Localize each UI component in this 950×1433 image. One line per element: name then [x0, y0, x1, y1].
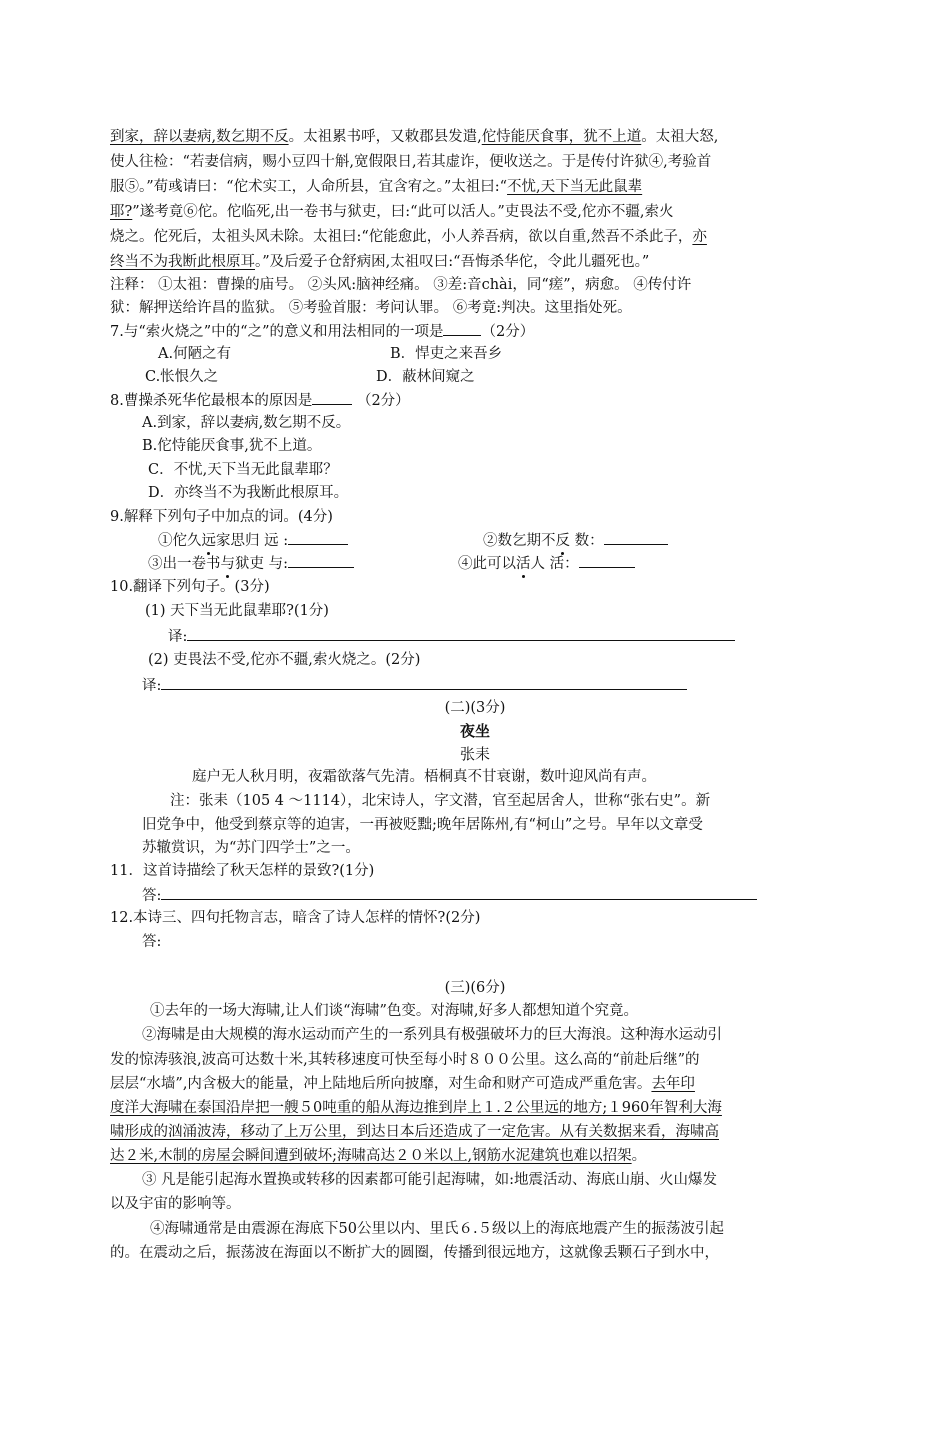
underlined-phrase: 终当不为我断此根原耳	[110, 254, 255, 270]
q9-item-2	[483, 529, 668, 551]
notes-line-1: 注释： ①太祖：曹操的庙号。 ②头风:脑神经痛。 ③差:音chài，同“瘥”，病愈。 ④传付许	[110, 277, 692, 293]
passage-text: 服⑤。”荀彧请曰：“佗术实工，人命所县，宜含宥之。”太祖曰:“	[110, 179, 508, 195]
answer-blank[interactable]	[288, 552, 354, 568]
paragraph-2-line-5: 啸形成的汹涌波涛，移动了上万公里，到达日本后还造成了一定危害。从有关数据来看，海啸高	[110, 1124, 719, 1140]
section-3-heading: (三)(6分)	[444, 980, 506, 996]
option-a: A.到家，辞以妻病,数乞期不反。	[142, 415, 351, 431]
question-points: （2分）	[352, 393, 410, 409]
poem-author: 张耒	[459, 745, 490, 763]
answer-line[interactable]	[187, 625, 735, 641]
option-d: D．蔽林间窥之	[376, 369, 475, 385]
poem-text: 庭户无人秋月明，夜霜欲落气先清。梧桐真不甘衰谢，数叶迎风尚有声。	[192, 769, 656, 785]
paragraph-text: 。	[631, 1148, 647, 1164]
q9-item-4	[458, 552, 635, 574]
answer-blank[interactable]	[312, 389, 352, 405]
passage-text: 烧之。佗死后，太祖头风未除。太祖曰:“佗能愈此，小人养吾病，欲以自重,然吾不杀此子，	[110, 229, 693, 245]
option-a: A.何陋之有	[158, 346, 232, 362]
passage-text: ”遂考竟⑥佗。佗临死,出一卷书与狱吏，曰:“此可以活人。”吏畏法不受,佗亦不疆,索火	[132, 204, 674, 220]
paragraph-text: 层层“水墙”,内含极大的能量，冲上陆地后所向披靡，对生命和财产可造成严重危害。	[110, 1076, 652, 1092]
passage-text: 。”及后爱子仓舒病困,太祖叹曰:“吾悔杀华佗，令此儿疆死也。”	[255, 254, 650, 270]
item-label: 狱吏 与:	[235, 556, 288, 572]
question-11: 11．这首诗描绘了秋天怎样的景致?(1分)	[110, 863, 375, 879]
paragraph-1: ①去年的一场大海啸,让人们谈“海啸”色变。对海啸,好多人都想知道个究竟。	[150, 1003, 639, 1019]
answer-line[interactable]	[161, 674, 687, 690]
underlined-phrase: 耶?	[110, 204, 133, 220]
poem-title: 夜坐	[459, 722, 490, 740]
passage-line-3	[110, 176, 642, 198]
answer-blank[interactable]	[288, 529, 348, 545]
q12-answer: 答:	[142, 934, 162, 950]
underlined-phrase: 去年印	[651, 1076, 695, 1092]
passage-line-4	[110, 201, 673, 223]
poem-note-line-2: 旧党争中，他受到蔡京等的迫害，一再被贬黜;晚年居陈州,有“柯山”之号。早年以文章受	[142, 817, 703, 833]
section-2-heading: (二)(3分)	[444, 700, 506, 716]
answer-blank[interactable]	[604, 529, 668, 545]
answer-line[interactable]	[161, 884, 757, 900]
underlined-phrase: 不忧,天下当无此鼠辈	[507, 179, 643, 195]
q10-sentence-1: (1) 天下当无此鼠辈耶?(1分)	[145, 603, 329, 619]
poem-note-line-3: 苏辙赏识，为“苏门四学士”之一。	[142, 840, 360, 856]
paragraph-2-line-1: ②海啸是由大规模的海水运动而产生的一系列具有极强破坏力的巨大海浪。这种海水运动引	[142, 1027, 722, 1043]
paragraph-2-line-6	[110, 1145, 646, 1167]
option-c: C．不忧,天下当无此鼠辈耶？	[148, 462, 338, 478]
paragraph-4-line-2: 的。在震动之后，振荡波在海面以不断扩大的圆圈，传播到很远地方，这就像丢颗石子到水中，	[110, 1245, 719, 1261]
question-points: （2分）	[481, 324, 535, 340]
item-text: ③出一卷书	[148, 556, 221, 572]
passage-line-2: 使人往检：“若妻信病，赐小豆四十斛,宽假限日,若其虚诈，便收送之。于是传付许狱④,考验首	[110, 154, 712, 170]
underlined-phrase: 到家，辞以妻病,数乞期不反	[110, 129, 289, 145]
underlined-phrase: 亦	[692, 229, 707, 245]
item-text: ④此可以	[458, 556, 516, 572]
item-text: 家思归	[216, 533, 265, 549]
underlined-phrase: 达２米,木制的房屋会瞬间遭到破坏;海啸高达２０米以上,钢筋水泥建筑也难以招架	[110, 1148, 632, 1164]
dotted-word: 反	[555, 533, 570, 549]
item-text: ②数乞期不	[483, 533, 556, 549]
notes-line-2: 狱：解押送给许昌的监狱。 ⑤考验首服：考问认罪。 ⑥考竟:判决。这里指处死。	[110, 300, 632, 316]
dotted-word: 与	[220, 556, 235, 572]
q10-translation-2	[142, 674, 687, 696]
answer-blank[interactable]	[579, 552, 635, 568]
paragraph-3-line-2: 以及宇宙的影响等。	[110, 1196, 241, 1212]
passage-line-5	[110, 226, 707, 248]
translation-label: 译:	[142, 678, 162, 694]
answer-blank[interactable]	[443, 320, 481, 336]
translation-label: 译:	[168, 629, 188, 645]
paragraph-2-line-4: 度洋大海啸在泰国沿岸把一艘５0吨重的船从海边推到岸上１.２公里远的地方;１960年智利大海	[110, 1100, 722, 1116]
paragraph-2-line-2: 发的惊涛骇浪,波高可达数十米,其转移速度可快至每小时８００公里。这么高的“前赴后继”的	[110, 1052, 700, 1068]
poem-note-line-1: 注：张耒（105 4 ～1114），北宋诗人，字文潜，官至起居舍人，世称“张右史”。新	[170, 793, 711, 809]
q9-item-3	[148, 552, 354, 574]
paragraph-3-line-1: ③ 凡是能引起海水置换或转移的因素都可能引起海啸，如:地震活动、海底山崩、火山爆发	[142, 1172, 717, 1188]
dotted-word: 活	[516, 556, 531, 572]
q9-item-1	[158, 529, 348, 551]
item-label: 远 :	[264, 533, 289, 549]
question-10: 10.翻译下列句子。(3分)	[110, 579, 270, 595]
paragraph-2-line-3	[110, 1073, 695, 1095]
option-b: B.佗恃能厌食事,犹不上道。	[142, 438, 322, 454]
option-d: D．亦终当不为我断此根原耳。	[148, 485, 349, 501]
passage-text: 。太祖大怒,	[641, 129, 719, 145]
passage-text: 。太祖累书呼，又敕郡县发遣,	[288, 129, 482, 145]
question-stem: 7.与“索火烧之”中的“之”的意义和用法相同的一项是	[110, 324, 444, 340]
question-9: 9.解释下列句子中加点的词。(4分)	[110, 509, 333, 525]
option-b: B．悍吏之来吾乡	[390, 346, 503, 362]
option-c: C.怅恨久之	[145, 369, 219, 385]
item-text: ①佗久	[158, 533, 202, 549]
question-7	[110, 320, 534, 342]
answer-label: 答:	[142, 888, 162, 904]
passage-line-1	[110, 126, 718, 148]
q10-sentence-2: (2) 吏畏法不受,佗亦不疆,索火烧之。(2分)	[148, 652, 421, 668]
question-8	[110, 389, 410, 411]
passage-line-6	[110, 251, 649, 273]
q10-translation-1	[168, 625, 735, 647]
item-label: 数：	[570, 533, 604, 549]
q11-answer	[142, 884, 757, 906]
question-stem: 8.曹操杀死华佗最根本的原因是	[110, 393, 313, 409]
question-12: 12.本诗三、四句托物言志，暗含了诗人怎样的情怀?(2分)	[110, 910, 481, 926]
item-label: 人 活：	[530, 556, 579, 572]
dotted-word: 远	[201, 533, 216, 549]
underlined-phrase: 佗恃能厌食事，犹不上道	[481, 129, 642, 145]
paragraph-4-line-1: ④海啸通常是由震源在海底下50公里以内、里氏６.５级以上的海底地震产生的振荡波引起	[150, 1221, 725, 1237]
